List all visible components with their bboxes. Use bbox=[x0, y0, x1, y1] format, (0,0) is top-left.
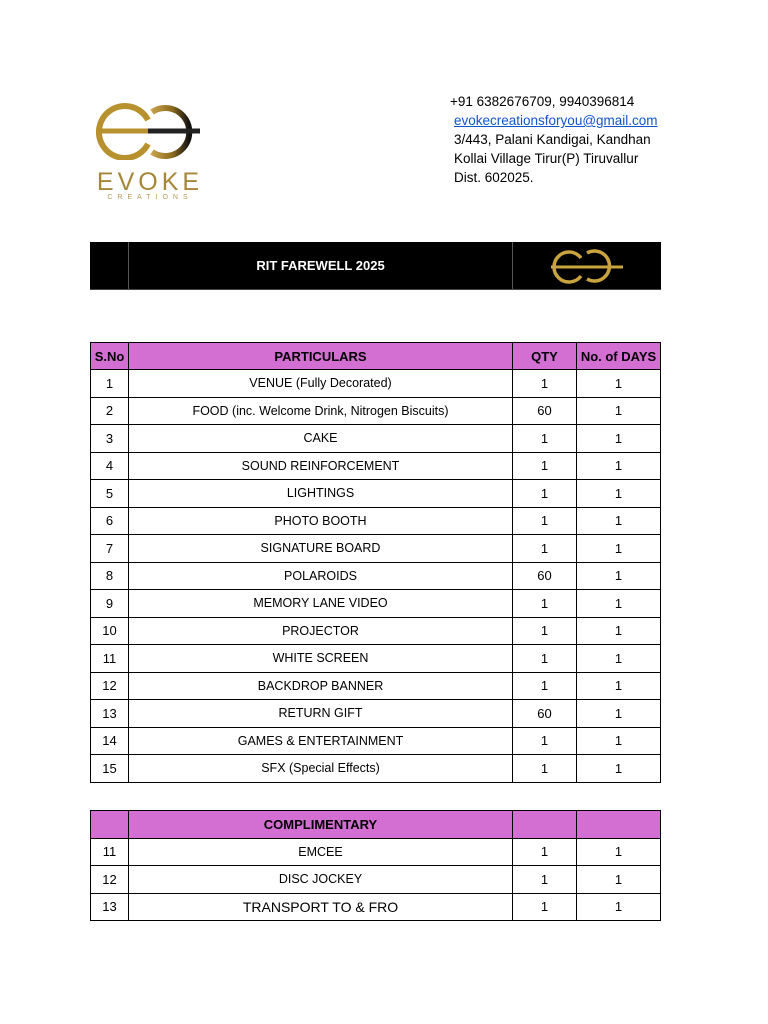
cell-item: PROJECTOR bbox=[129, 617, 513, 645]
cell-days: 1 bbox=[577, 535, 661, 563]
event-title: RIT FAREWELL 2025 bbox=[129, 242, 513, 289]
comp-header-blank-days bbox=[577, 811, 661, 839]
cell-sno: 13 bbox=[91, 893, 129, 921]
table-row bbox=[91, 700, 661, 728]
cell-qty: 1 bbox=[513, 727, 577, 755]
table-row bbox=[91, 507, 661, 535]
cell-qty: 1 bbox=[513, 645, 577, 673]
cell-item: SIGNATURE BOARD bbox=[129, 535, 513, 563]
header-days: No. of DAYS bbox=[577, 343, 661, 370]
cell-item: RETURN GIFT bbox=[129, 700, 513, 728]
cell-days: 1 bbox=[577, 480, 661, 508]
table-row bbox=[91, 397, 661, 425]
complimentary-header-row bbox=[91, 811, 661, 839]
table-row bbox=[91, 370, 661, 398]
cell-days: 1 bbox=[577, 370, 661, 398]
cell-qty: 1 bbox=[513, 452, 577, 480]
cell-item: LIGHTINGS bbox=[129, 480, 513, 508]
cell-days: 1 bbox=[577, 727, 661, 755]
cell-sno: 14 bbox=[91, 727, 129, 755]
comp-header-blank-sno bbox=[91, 811, 129, 839]
cell-qty: 1 bbox=[513, 370, 577, 398]
table-header-row bbox=[91, 343, 661, 370]
event-banner bbox=[90, 242, 661, 290]
cell-days: 1 bbox=[577, 397, 661, 425]
cell-days: 1 bbox=[577, 507, 661, 535]
cell-sno: 1 bbox=[91, 370, 129, 398]
table-row bbox=[91, 672, 661, 700]
table-row bbox=[91, 425, 661, 453]
cell-sno: 9 bbox=[91, 590, 129, 618]
cell-days: 1 bbox=[577, 866, 661, 894]
cell-item: SFX (Special Effects) bbox=[129, 755, 513, 783]
cell-sno: 12 bbox=[91, 866, 129, 894]
cell-days: 1 bbox=[577, 672, 661, 700]
banner-logo-cell bbox=[513, 242, 661, 289]
header-sno: S.No bbox=[91, 343, 129, 370]
cell-qty: 60 bbox=[513, 700, 577, 728]
table-row bbox=[91, 755, 661, 783]
cell-item: DISC JOCKEY bbox=[129, 866, 513, 894]
cell-qty: 60 bbox=[513, 562, 577, 590]
cell-sno: 8 bbox=[91, 562, 129, 590]
table-row bbox=[91, 866, 661, 894]
cell-days: 1 bbox=[577, 617, 661, 645]
cell-item: SOUND REINFORCEMENT bbox=[129, 452, 513, 480]
cell-item: BACKDROP BANNER bbox=[129, 672, 513, 700]
header-particulars: PARTICULARS bbox=[129, 343, 513, 370]
cell-item: VENUE (Fully Decorated) bbox=[129, 370, 513, 398]
cell-qty: 1 bbox=[513, 590, 577, 618]
cell-qty: 1 bbox=[513, 535, 577, 563]
table-row bbox=[91, 645, 661, 673]
complimentary-title: COMPLIMENTARY bbox=[129, 811, 513, 839]
cell-sno: 15 bbox=[91, 755, 129, 783]
cell-item: PHOTO BOOTH bbox=[129, 507, 513, 535]
cell-sno: 6 bbox=[91, 507, 129, 535]
cell-sno: 4 bbox=[91, 452, 129, 480]
complimentary-table bbox=[90, 810, 661, 921]
cell-sno: 5 bbox=[91, 480, 129, 508]
cell-qty: 1 bbox=[513, 755, 577, 783]
particulars-table bbox=[90, 342, 661, 783]
cell-item: TRANSPORT TO & FRO bbox=[129, 893, 513, 921]
cell-qty: 1 bbox=[513, 866, 577, 894]
table-row bbox=[91, 562, 661, 590]
cell-qty: 1 bbox=[513, 893, 577, 921]
cell-sno: 11 bbox=[91, 645, 129, 673]
cell-days: 1 bbox=[577, 700, 661, 728]
table-row bbox=[91, 535, 661, 563]
cell-sno: 3 bbox=[91, 425, 129, 453]
cell-item: MEMORY LANE VIDEO bbox=[129, 590, 513, 618]
cell-days: 1 bbox=[577, 755, 661, 783]
cell-days: 1 bbox=[577, 562, 661, 590]
contact-block bbox=[450, 92, 658, 187]
cell-days: 1 bbox=[577, 645, 661, 673]
cell-qty: 1 bbox=[513, 672, 577, 700]
cell-sno: 2 bbox=[91, 397, 129, 425]
cell-item: GAMES & ENTERTAINMENT bbox=[129, 727, 513, 755]
cell-days: 1 bbox=[577, 590, 661, 618]
comp-header-blank-qty bbox=[513, 811, 577, 839]
cell-item: WHITE SCREEN bbox=[129, 645, 513, 673]
header-qty: QTY bbox=[513, 343, 577, 370]
table-row bbox=[91, 838, 661, 866]
contact-address-line-1: 3/443, Palani Kandigai, Kandhan bbox=[454, 132, 651, 147]
cell-qty: 60 bbox=[513, 397, 577, 425]
table-row bbox=[91, 590, 661, 618]
contact-email-link[interactable]: evokecreationsforyou@gmail.com bbox=[454, 113, 658, 128]
contact-address-line-3: Dist. 602025. bbox=[454, 170, 534, 185]
cell-days: 1 bbox=[577, 452, 661, 480]
cell-item: FOOD (inc. Welcome Drink, Nitrogen Biscuits) bbox=[129, 397, 513, 425]
cell-sno: 10 bbox=[91, 617, 129, 645]
contact-address-line-2: Kollai Village Tirur(P) Tiruvallur bbox=[454, 151, 639, 166]
cell-qty: 1 bbox=[513, 480, 577, 508]
brand-tagline: CREATIONS bbox=[107, 194, 193, 201]
brand-name: EVOKE bbox=[96, 168, 204, 196]
cell-qty: 1 bbox=[513, 838, 577, 866]
cell-days: 1 bbox=[577, 838, 661, 866]
cell-sno: 7 bbox=[91, 535, 129, 563]
banner-logo-icon bbox=[547, 248, 627, 284]
cell-sno: 12 bbox=[91, 672, 129, 700]
cell-qty: 1 bbox=[513, 507, 577, 535]
cell-days: 1 bbox=[577, 893, 661, 921]
cell-qty: 1 bbox=[513, 425, 577, 453]
table-row bbox=[91, 617, 661, 645]
cell-days: 1 bbox=[577, 425, 661, 453]
table-row bbox=[91, 452, 661, 480]
cell-item: POLAROIDS bbox=[129, 562, 513, 590]
cell-sno: 13 bbox=[91, 700, 129, 728]
table-row bbox=[91, 727, 661, 755]
cell-item: CAKE bbox=[129, 425, 513, 453]
cell-sno: 11 bbox=[91, 838, 129, 866]
cell-qty: 1 bbox=[513, 617, 577, 645]
logo-mark-icon bbox=[96, 100, 204, 160]
table-row bbox=[91, 480, 661, 508]
contact-phone: +91 6382676709, 9940396814 bbox=[450, 94, 635, 109]
cell-item: EMCEE bbox=[129, 838, 513, 866]
banner-spacer-cell bbox=[90, 242, 129, 289]
table-row bbox=[91, 893, 661, 921]
